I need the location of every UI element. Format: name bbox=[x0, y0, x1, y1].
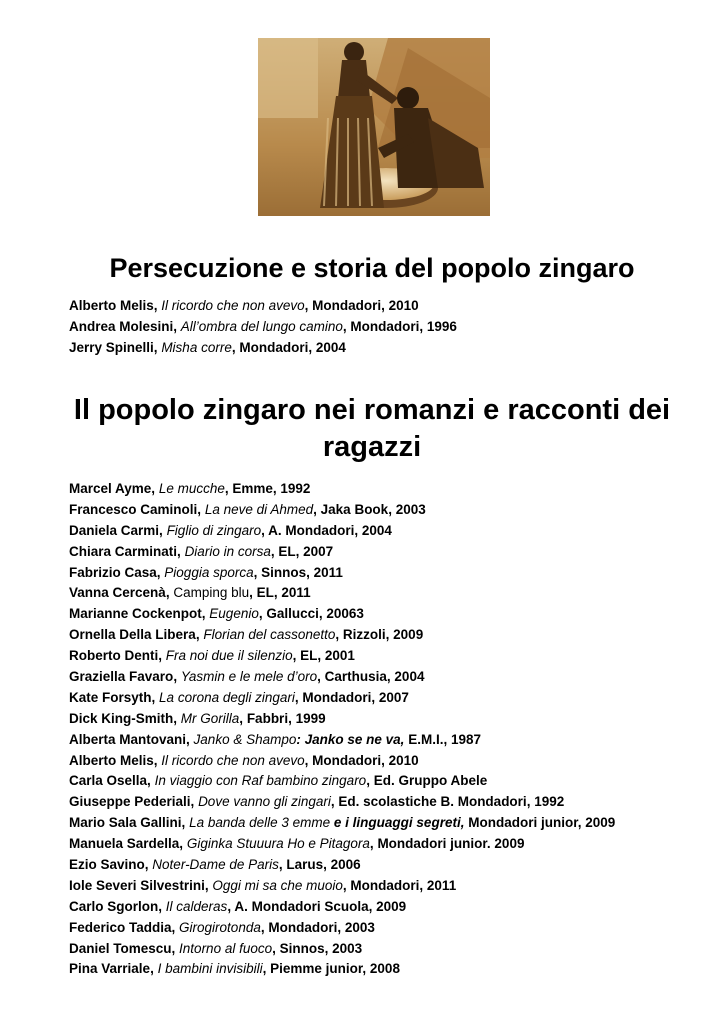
book-publisher: Mondadori, 2004 bbox=[239, 339, 346, 355]
book-publisher: EL, 2007 bbox=[278, 543, 334, 559]
list-item bbox=[69, 855, 615, 876]
book-publisher: Mondadori, 2010 bbox=[312, 752, 419, 768]
separator: , bbox=[156, 564, 165, 580]
book-publisher: A. Mondadori Scuola, 2009 bbox=[234, 898, 407, 914]
separator: , bbox=[231, 339, 240, 355]
book-title: La corona degli zingari bbox=[159, 689, 295, 705]
book-author: Marcel Ayme bbox=[69, 481, 152, 496]
book-title: Yasmin e le mele d’oro bbox=[180, 669, 318, 685]
separator: , bbox=[171, 919, 180, 935]
book-title: Giginka Stuuura Ho e Pitagora bbox=[186, 836, 370, 852]
book-author: Carlo Sgorlon bbox=[69, 898, 159, 914]
book-author: Fabrizio Casa bbox=[69, 564, 157, 580]
separator: , bbox=[224, 481, 233, 496]
separator: , bbox=[197, 501, 205, 517]
book-title: All’ombra del lungo camino bbox=[180, 318, 343, 334]
book-publisher: Sinnos, 2003 bbox=[279, 940, 363, 956]
book-title: La banda delle 3 emme bbox=[189, 815, 331, 831]
book-publisher: Mondadori, 2003 bbox=[268, 919, 375, 935]
list-item bbox=[69, 771, 615, 792]
book-title: Oggi mi sa che muoio bbox=[212, 877, 343, 893]
book-author: Federico Taddia bbox=[69, 919, 172, 935]
separator: , bbox=[158, 898, 166, 914]
book-author: Iole Severi Silvestrini bbox=[69, 877, 205, 893]
separator: , bbox=[366, 773, 374, 789]
book-author: Dick King-Smith bbox=[69, 710, 174, 726]
list-item bbox=[69, 667, 615, 688]
separator: , bbox=[171, 940, 180, 956]
list-item bbox=[69, 959, 615, 980]
book-title-bold: : Janko se ne va, bbox=[296, 731, 405, 747]
separator: , bbox=[181, 815, 190, 831]
book-title: I bambini invisibili bbox=[157, 961, 263, 977]
separator: , bbox=[342, 877, 351, 893]
book-author: Jerry Spinelli bbox=[69, 339, 154, 355]
book-title: Pioggia sporca bbox=[164, 564, 254, 580]
separator: , bbox=[262, 961, 271, 977]
sepia-photo-romani-women bbox=[258, 38, 490, 216]
book-publisher: Larus, 2006 bbox=[286, 857, 361, 873]
book-publisher: Mondadori, 2007 bbox=[302, 689, 409, 705]
book-author: Alberto Melis bbox=[69, 752, 154, 768]
separator: , bbox=[317, 669, 325, 685]
book-publisher: Piemme junior, 2008 bbox=[270, 961, 400, 977]
book-author: Ezio Savino bbox=[69, 857, 145, 873]
book-author: Francesco Caminoli bbox=[69, 501, 198, 517]
book-author: Vanna Cercenà bbox=[69, 585, 166, 601]
book-publisher: Carthusia, 2004 bbox=[324, 669, 425, 685]
separator: , bbox=[151, 689, 160, 705]
book-publisher: EL, 2011 bbox=[256, 585, 311, 601]
book-title-bold: e i linguaggi segreti, bbox=[330, 815, 465, 831]
book-title: Girogirotonda bbox=[179, 919, 261, 935]
separator: , bbox=[179, 836, 187, 852]
book-author: Chiara Carminati bbox=[69, 543, 178, 559]
list-item bbox=[69, 500, 615, 521]
separator: , bbox=[304, 298, 313, 313]
separator: , bbox=[153, 339, 162, 355]
list-item bbox=[69, 625, 615, 646]
separator: , bbox=[158, 648, 166, 664]
list-item bbox=[69, 751, 615, 772]
separator: , bbox=[190, 794, 199, 810]
book-title: Mr Gorilla bbox=[180, 710, 240, 726]
list-item bbox=[69, 834, 615, 855]
book-publisher: Jaka Book, 2003 bbox=[320, 501, 426, 517]
book-title: La neve di Ahmed bbox=[204, 501, 314, 517]
book-publisher: Ed. Gruppo Abele bbox=[373, 773, 488, 789]
book-title: Il calderas bbox=[165, 898, 228, 914]
book-author: Mario Sala Gallini bbox=[69, 815, 182, 831]
separator: , bbox=[177, 543, 185, 559]
book-publisher: Fabbri, 1999 bbox=[246, 710, 326, 726]
separator: , bbox=[249, 585, 257, 601]
list-item bbox=[69, 604, 615, 625]
separator: , bbox=[239, 710, 247, 726]
book-title: Diario in corsa bbox=[184, 543, 271, 559]
list-item bbox=[69, 876, 615, 897]
separator: , bbox=[165, 585, 174, 601]
separator: , bbox=[272, 940, 280, 956]
separator: , bbox=[173, 710, 181, 726]
book-title: Camping blu bbox=[173, 585, 250, 601]
list-item bbox=[69, 542, 615, 563]
separator: , bbox=[147, 773, 155, 789]
book-author: Alberta Mantovani bbox=[69, 731, 187, 747]
book-author: Alberto Melis bbox=[69, 298, 154, 313]
book-author: Daniel Tomescu bbox=[69, 940, 172, 956]
book-author: Roberto Denti bbox=[69, 648, 159, 664]
separator: , bbox=[195, 627, 204, 643]
book-author: Kate Forsyth bbox=[69, 689, 152, 705]
separator: , bbox=[260, 919, 269, 935]
list-item bbox=[69, 646, 615, 667]
book-publisher: Mondadori, 1996 bbox=[350, 318, 457, 334]
list-item bbox=[69, 479, 615, 500]
separator: , bbox=[151, 481, 159, 496]
book-title: In viaggio con Raf bambino zingaro bbox=[154, 773, 367, 789]
book-title: Fra noi due il silenzio bbox=[165, 648, 293, 664]
separator: , bbox=[201, 606, 210, 622]
separator: , bbox=[270, 543, 279, 559]
separator: , bbox=[153, 298, 162, 313]
separator: , bbox=[159, 522, 167, 538]
separator: , bbox=[294, 689, 303, 705]
book-author: Ornella Della Libera bbox=[69, 627, 196, 643]
section-heading-novels: Il popolo zingaro nei romanzi e racconti dei ragazzi bbox=[73, 394, 671, 463]
list-item bbox=[69, 939, 615, 960]
book-title: Noter-Dame de Paris bbox=[152, 857, 279, 873]
separator: , bbox=[153, 752, 162, 768]
section-heading-persecution: Persecuzione e storia del popolo zingaro bbox=[109, 253, 635, 283]
book-title: Intorno al fuoco bbox=[179, 940, 273, 956]
book-title: Figlio di zingaro bbox=[166, 522, 262, 538]
separator: , bbox=[150, 961, 158, 977]
separator: , bbox=[173, 318, 181, 334]
book-publisher: Ed. scolastiche B. Mondadori, 1992 bbox=[338, 794, 565, 810]
book-list-persecution bbox=[69, 296, 457, 359]
book-list-novels bbox=[69, 479, 615, 980]
book-publisher: Mondadori junior. 2009 bbox=[377, 836, 525, 852]
separator: , bbox=[173, 669, 181, 685]
separator: , bbox=[258, 606, 267, 622]
separator: , bbox=[186, 731, 194, 747]
separator: , bbox=[204, 877, 213, 893]
book-publisher: Mondadori junior, 2009 bbox=[468, 815, 616, 831]
book-title: Il ricordo che non avevo bbox=[161, 752, 305, 768]
list-item bbox=[69, 688, 615, 709]
list-item bbox=[69, 730, 615, 751]
book-publisher: E.M.I., 1987 bbox=[408, 731, 481, 747]
list-item bbox=[69, 563, 615, 584]
separator: , bbox=[292, 648, 301, 664]
book-author: Marianne Cockenpot bbox=[69, 606, 202, 622]
book-publisher: Sinnos, 2011 bbox=[261, 564, 343, 580]
list-item bbox=[69, 521, 615, 542]
separator: , bbox=[227, 898, 235, 914]
list-item bbox=[69, 709, 615, 730]
book-publisher: Emme, 1992 bbox=[232, 481, 311, 496]
separator: , bbox=[144, 857, 153, 873]
book-title: Il ricordo che non avevo bbox=[161, 298, 305, 313]
book-title: Florian del cassonetto bbox=[203, 627, 336, 643]
list-item bbox=[69, 813, 615, 834]
list-item bbox=[69, 918, 615, 939]
list-item bbox=[69, 317, 457, 338]
book-title: Dove vanno gli zingari bbox=[198, 794, 331, 810]
list-item bbox=[69, 338, 457, 359]
book-publisher: A. Mondadori, 2004 bbox=[268, 522, 392, 538]
book-author: Andrea Molesini bbox=[69, 318, 174, 334]
book-title: Eugenio bbox=[209, 606, 259, 622]
separator: , bbox=[330, 794, 339, 810]
separator: , bbox=[335, 627, 343, 643]
separator: , bbox=[253, 564, 262, 580]
book-publisher: EL, 2001 bbox=[300, 648, 355, 664]
book-publisher: Rizzoli, 2009 bbox=[342, 627, 424, 643]
book-publisher: Mondadori, 2011 bbox=[350, 877, 457, 893]
book-author: Daniela Carmi bbox=[69, 522, 160, 538]
separator: , bbox=[369, 836, 378, 852]
separator: , bbox=[304, 752, 313, 768]
book-author: Pina Varriale bbox=[69, 961, 151, 977]
book-publisher: Gallucci, 20063 bbox=[266, 606, 364, 622]
book-author: Giuseppe Pederiali bbox=[69, 794, 191, 810]
separator: , bbox=[261, 522, 269, 538]
book-author: Carla Osella bbox=[69, 773, 148, 789]
book-author: Manuela Sardella bbox=[69, 836, 180, 852]
separator: , bbox=[278, 857, 287, 873]
list-item bbox=[69, 296, 457, 317]
book-title: Janko & Shampo bbox=[193, 731, 297, 747]
book-title: Misha corre bbox=[161, 339, 232, 355]
separator: , bbox=[313, 501, 321, 517]
separator: , bbox=[342, 318, 351, 334]
list-item bbox=[69, 897, 615, 918]
book-publisher: Mondadori, 2010 bbox=[312, 298, 419, 313]
book-author: Graziella Favaro bbox=[69, 669, 174, 685]
list-item bbox=[69, 792, 615, 813]
book-title: Le mucche bbox=[158, 481, 225, 496]
list-item bbox=[69, 583, 615, 604]
